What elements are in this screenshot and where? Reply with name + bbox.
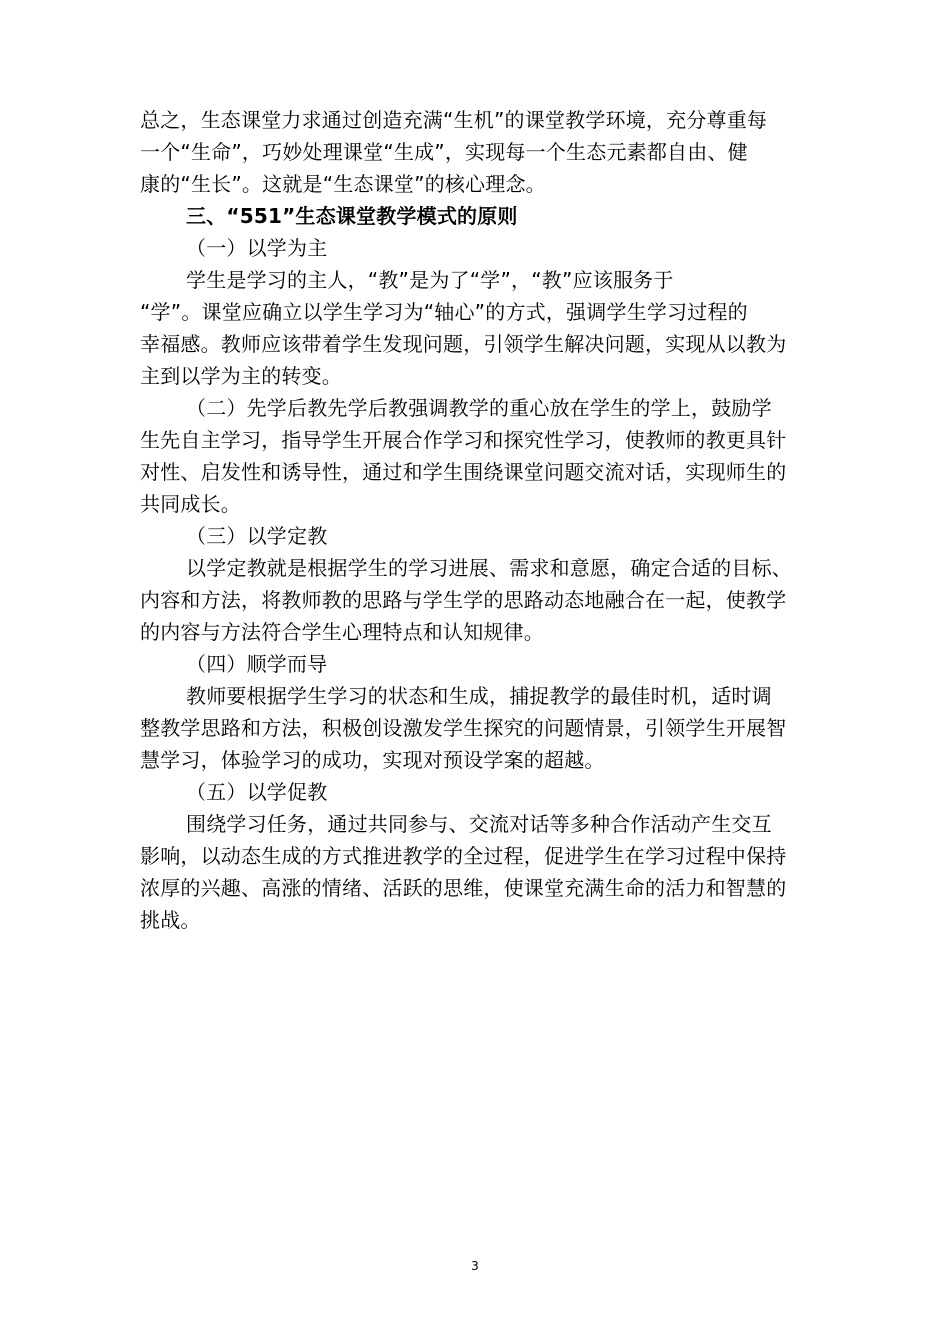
- text-line: 挑战。: [140, 908, 201, 932]
- text-line: 教师要根据学生学习的状态和生成，捕捉教学的最佳时机，适时调: [186, 684, 772, 708]
- text-line: “学”。课堂应确立以学生学习为“轴心”的方式，强调学生学习过程的: [140, 300, 748, 324]
- text-line: 影响，以动态生成的方式推进教学的全过程，促进学生在学习过程中保持: [140, 844, 787, 868]
- subsection-heading: （四）顺学而导: [186, 652, 328, 676]
- text-line: 一个“生命”，巧妙处理课堂“生成”，实现每一个生态元素都自由、健: [140, 140, 748, 164]
- text-line: 共同成长。: [140, 492, 241, 516]
- text-line: 围绕学习任务，通过共同参与、交流对话等多种合作活动产生交互: [186, 812, 772, 836]
- subsection-heading: （三）以学定教: [186, 524, 328, 548]
- text-line: 浓厚的兴趣、高涨的情绪、活跃的思维，使课堂充满生命的活力和智慧的: [140, 876, 787, 900]
- subsection-heading: （五）以学促教: [186, 780, 328, 804]
- text-line: 幸福感。教师应该带着学生发现问题，引领学生解决问题，实现从以教为: [140, 332, 787, 356]
- subsection-paragraph: （二）先学后教先学后教强调教学的重心放在学生的学上，鼓励学: [186, 396, 772, 420]
- text-line: 的内容与方法符合学生心理特点和认知规律。: [140, 620, 544, 644]
- text-line: 整教学思路和方法，积极创设激发学生探究的问题情景，引领学生开展智: [140, 716, 787, 740]
- subsection-heading: （一）以学为主: [186, 236, 328, 260]
- text-line: 康的“生长”。这就是“生态课堂”的核心理念。: [140, 172, 546, 196]
- text-line: 慧学习，体验学习的成功，实现对预设学案的超越。: [140, 748, 605, 772]
- text-line: 对性、启发性和诱导性，通过和学生围绕课堂问题交流对话，实现师生的: [140, 460, 787, 484]
- text-line: 生先自主学习，指导学生开展合作学习和探究性学习，使教师的教更具针: [140, 428, 787, 452]
- text-line: 内容和方法，将教师教的思路与学生学的思路动态地融合在一起，使教学: [140, 588, 787, 612]
- text-line: 学生是学习的主人，“教”是为了“学”，“教”应该服务于: [186, 268, 674, 292]
- page-number: 3: [471, 1259, 479, 1273]
- section-heading: 三、“551”生态课堂教学模式的原则: [186, 204, 518, 228]
- text-line: 主到以学为主的转变。: [140, 364, 342, 388]
- text-line: 总之，生态课堂力求通过创造充满“生机”的课堂教学环境，充分尊重每: [140, 108, 768, 132]
- text-line: 以学定教就是根据学生的学习进展、需求和意愿，确定合适的目标、: [186, 556, 792, 580]
